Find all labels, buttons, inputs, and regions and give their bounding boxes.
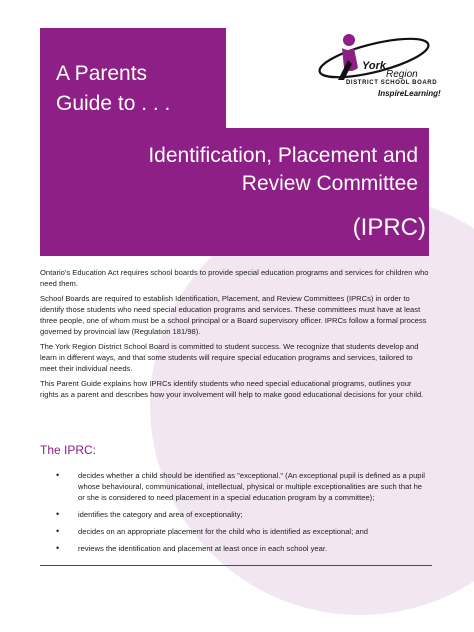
bullet-item-4: • reviews the identification and placement at least once in each school year. xyxy=(56,543,430,554)
subtitle-line-2: Review Committee xyxy=(241,172,418,195)
iprc-acronym: (IPRC) xyxy=(352,214,426,241)
intro-text xyxy=(40,267,430,404)
iprc-bullet-list xyxy=(56,470,430,560)
title-line-2: Guide to . . . xyxy=(56,92,171,115)
intro-paragraph-4: This Parent Guide explains how IPRCs identify students who need special educational programs, outlines your rights as a parent and describes how your involvement will help to make good educational decisions for your child. xyxy=(40,379,424,399)
bottom-divider xyxy=(40,565,432,566)
logo-tagline: InspireLearning! xyxy=(378,89,441,98)
logo-region: Region xyxy=(386,69,418,80)
iprc-section-heading: The IPRC: xyxy=(40,443,97,457)
bullet-item-2: • identifies the category and area of exceptionality; xyxy=(56,509,430,520)
intro-paragraph-2: School Boards are required to establish Identification, Placement, and Review Committees (IPRCs) in order to identify those students who need special education programs and services. These committees must have at least three people, one of whom must be a school principal or a Board supervisory officer. IPRCs follow a formal process governed by provincial law (Regulation 181/98). xyxy=(40,294,427,336)
title-line-1: A Parents xyxy=(56,62,148,85)
bullet-item-1: • decides whether a child should be identified as "exceptional." (An exceptional pupil is defined as a pupil whose behavioural, communicational, intellectual, physical or multiple exceptionalities are such that he or she is considered to need placement in a special education program by a committee); xyxy=(56,470,430,503)
bullet-item-3: • decides on an appropriate placement for the child who is identified as exceptional; and xyxy=(56,526,430,537)
logo-york: York xyxy=(362,60,387,72)
logo-board-name: DISTRICT SCHOOL BOARD xyxy=(346,80,438,86)
subtitle-line-1: Identification, Placement and xyxy=(148,144,418,167)
intro-paragraph-1: Ontario's Education Act requires school boards to provide special education programs and services for children who need them. xyxy=(40,268,429,288)
intro-paragraph-3: The York Region District School Board is committed to student success. We recognize that students develop and learn in different ways, and that some students will require special education programs and services, tailored to meet their individual needs. xyxy=(40,342,419,373)
